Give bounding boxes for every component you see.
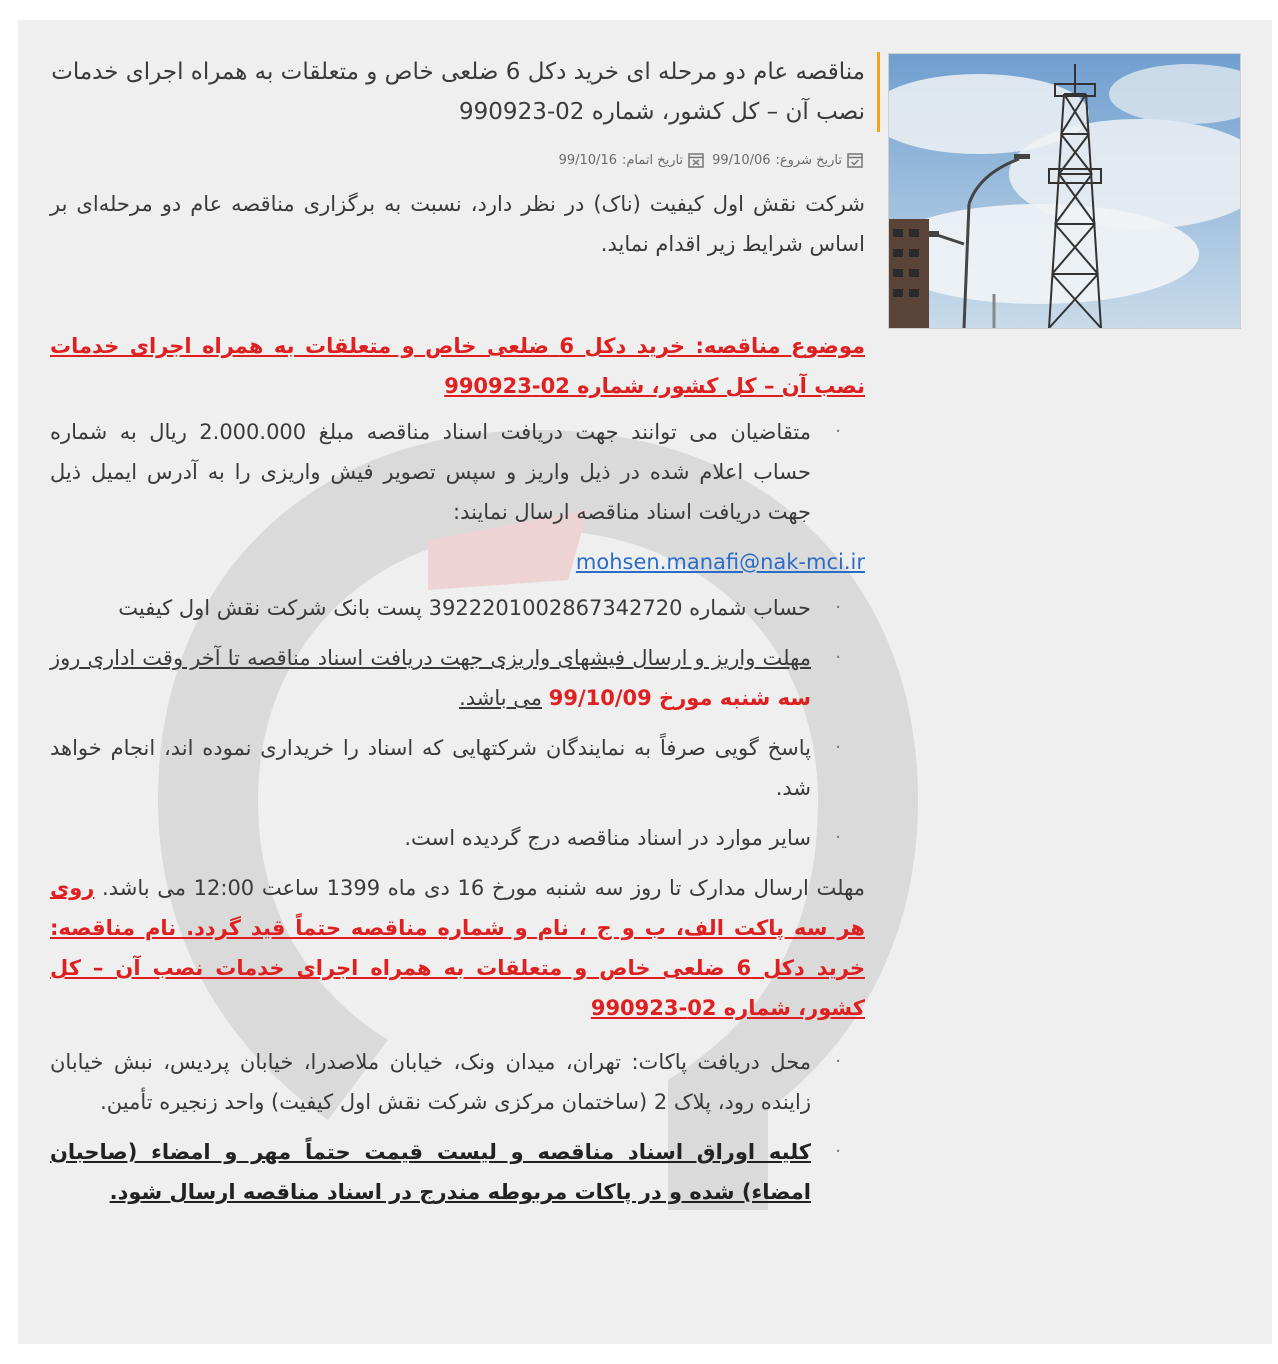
article-body bbox=[50, 184, 865, 1222]
deadline-text: مهلت ارسال مدارک تا روز سه شنبه مورخ 16 دی ماه 1399 ساعت 12:00 می باشد. bbox=[102, 876, 866, 900]
start-date-value: 99/10/06 bbox=[712, 152, 771, 168]
article-panel bbox=[18, 20, 1272, 1344]
requirements-list bbox=[50, 412, 865, 542]
list-item: · کلیه اوراق اسناد مناقصه و لیست قیمت حتماً مهر و امضاء (صاحبان امضاء) شده و در پاکات مربوطه مندرج در اسناد مناقصه ارسال شود. bbox=[50, 1140, 841, 1204]
bullet-location: محل دریافت پاکات: تهران، میدان ونک، خیابان ملاصدرا، خیابان پردیس، نبش خیابان زاینده رود، پلاک 2 (ساختمان مرکزی شرکت نقش اول کیفیت) واحد زنجیره تأمین. bbox=[50, 1050, 811, 1114]
list-item: · مهلت واریز و ارسال فیشهای واریزی جهت دریافت اسناد مناقصه تا آخر وقت اداری روز سه شنبه مورخ 99/10/09 می باشد. bbox=[50, 646, 841, 710]
calendar-check-icon bbox=[847, 152, 863, 168]
end-date-label: تاریخ اتمام: bbox=[621, 152, 684, 168]
intro-paragraph: شرکت نقش اول کیفیت (ناک) در نظر دارد، نسبت به برگزاری مناقصه عام دو مرحله‌ای بر اساس شرایط زیر اقدام نماید. bbox=[50, 192, 865, 256]
start-date bbox=[712, 152, 863, 168]
end-date bbox=[559, 152, 705, 168]
subject-text: موضوع مناقصه: خرید دکل 6 ضلعی خاص و متعلقات به همراه اجرای خدمات نصب آن – کل کشور، شماره 02-990923 bbox=[50, 334, 865, 398]
page-title: مناقصه عام دو مرحله ای خرید دکل 6 ضلعی خاص و متعلقات به همراه اجرای خدمات نصب آن – کل کشور، شماره 02-990923 bbox=[51, 59, 865, 125]
deadline-paragraph bbox=[50, 868, 865, 1028]
tower-thumbnail[interactable] bbox=[888, 53, 1241, 329]
envelope-instruction: روی هر سه پاکت الف، ب و ج ، نام و شماره مناقصه حتماً قید گردد. نام مناقصه: خرید دکل 6 ضلعی خاص و متعلقات به همراه اجرای خدمات نصب آن – کل کشور، شماره 02-990923 bbox=[50, 876, 865, 1020]
list-item: · متقاضیان می توانند جهت دریافت اسناد مناقصه مبلغ 2.000.000 ریال به شماره حساب اعلام شده در ذیل واریز و سپس تصویر فیش واریزی را به آدرس ایمیل ذیل جهت دریافت اسناد مناقصه ارسال نمایند: bbox=[50, 420, 841, 524]
list-item: · محل دریافت پاکات: تهران، میدان ونک، خیابان ملاصدرا، خیابان پردیس، نبش خیابان زاینده رود، پلاک 2 (ساختمان مرکزی شرکت نقش اول کیفیت) واحد زنجیره تأمین. bbox=[50, 1050, 841, 1114]
title-block bbox=[50, 52, 880, 132]
end-date-value: 99/10/16 bbox=[558, 152, 617, 168]
bullet-other: سایر موارد در اسناد مناقصه درج گردیده است. bbox=[404, 826, 811, 850]
calendar-x-icon bbox=[688, 152, 704, 168]
requirements-list-2 bbox=[50, 588, 865, 868]
email-paragraph bbox=[50, 542, 865, 582]
bullet-fee: متقاضیان می توانند جهت دریافت اسناد مناقصه مبلغ 2.000.000 ریال به شماره حساب اعلام شده در ذیل واریز و سپس تصویر فیش واریزی را به آدرس ایمیل ذیل جهت دریافت اسناد مناقصه ارسال نمایند: bbox=[50, 420, 811, 524]
bullet-signature: کلیه اوراق اسناد مناقصه و لیست قیمت حتماً مهر و امضاء (صاحبان امضاء) شده و در پاکات مربوطه مندرج در اسناد مناقصه ارسال شود. bbox=[50, 1140, 811, 1204]
subject-paragraph bbox=[50, 326, 865, 406]
requirements-list-3 bbox=[50, 1042, 865, 1222]
bullet-deadline-c: می باشد. bbox=[459, 686, 543, 710]
start-date-label: تاریخ شروع: bbox=[775, 152, 842, 168]
email-link[interactable]: mohsen.manafi@nak-mci.ir bbox=[575, 550, 865, 574]
bullet-deadline-a: مهلت واریز و ارسال فیشهای واریزی جهت دریافت اسناد مناقصه تا آخر وقت اداری روز bbox=[50, 646, 811, 670]
tower-image bbox=[889, 54, 1240, 328]
list-item: · پاسخ گویی صرفاً به نمایندگان شرکتهایی که اسناد را خریداری نموده اند، انجام خواهد شد. bbox=[50, 736, 841, 800]
list-item: · سایر موارد در اسناد مناقصه درج گردیده است. bbox=[404, 826, 841, 850]
date-row bbox=[318, 148, 863, 172]
bullet-response: پاسخ گویی صرفاً به نمایندگان شرکتهایی که اسناد را خریداری نموده اند، انجام خواهد شد. bbox=[50, 736, 811, 800]
bullet-deadline-date: سه شنبه مورخ 99/10/09 bbox=[548, 686, 811, 710]
bullet-account: حساب شماره 3922201002867342720 پست بانک شرکت نقش اول کیفیت bbox=[118, 596, 811, 620]
list-item: · حساب شماره 3922201002867342720 پست بانک شرکت نقش اول کیفیت bbox=[118, 596, 841, 620]
